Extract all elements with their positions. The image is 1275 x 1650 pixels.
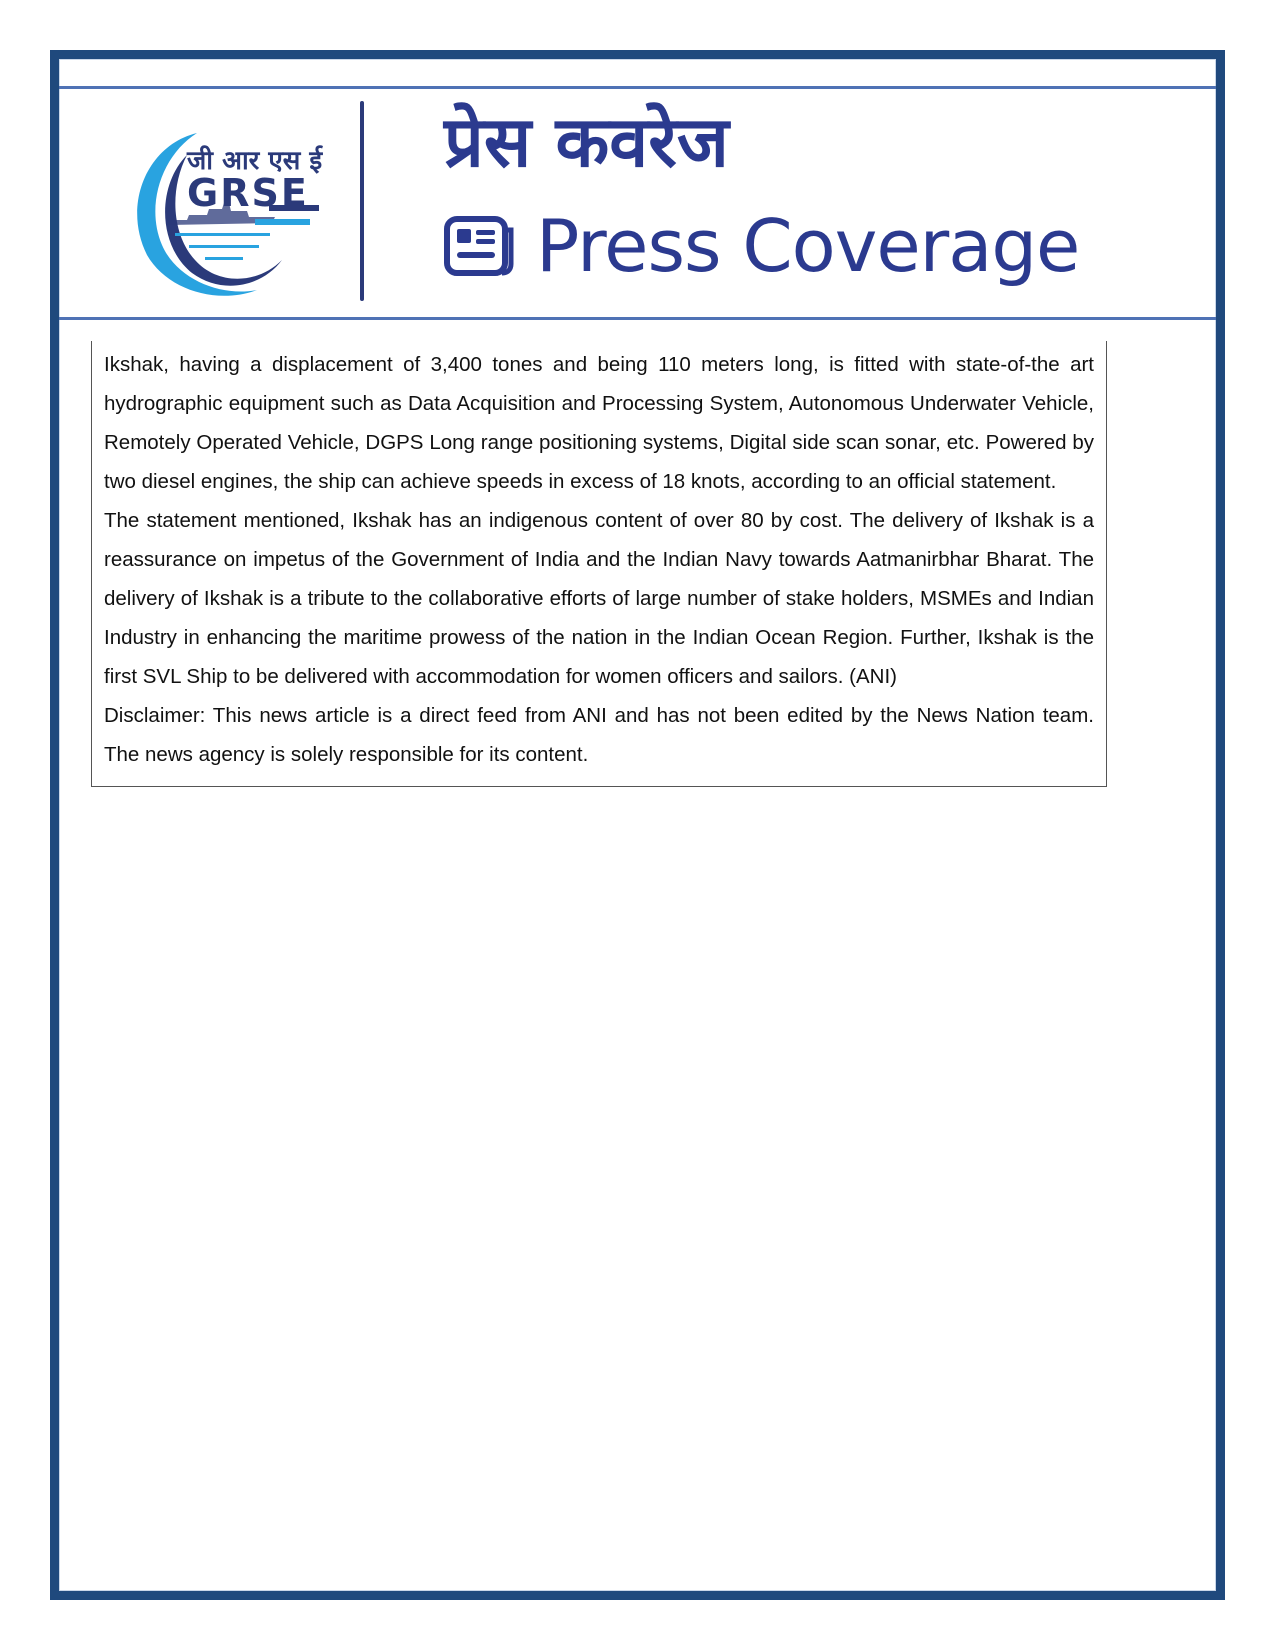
article-disclaimer: Disclaimer: This news article is a direct feed from ANI and has not been edited by the News Nation team. The news agency is solely responsible for its content. [104,704,1094,766]
title-english: Press Coverage [536,204,1080,288]
newspaper-icon [444,216,514,276]
logo-english-text: GRSE [187,171,309,215]
article-body [91,341,1107,787]
title-english-row [444,201,1079,291]
header-divider [360,101,364,301]
page-frame [50,50,1225,1600]
title-hindi: प्रेस कवरेज [444,100,729,183]
article-paragraph: The statement mentioned, Ikshak has an indigenous content of over 80 by cost. The delivery of Ikshak is a reassurance on impetus of the Government of India and the Indian Navy towards Aatmanirbhar Bharat. The delivery of Ikshak is a tribute to the collaborative efforts of large number of stake holders, MSMEs and Indian Industry in enhancing the maritime prowess of the nation in the Indian Ocean Region. Further, Ikshak is the first SVL Ship to be delivered with accommodation for women officers and sailors. (ANI) [104,509,1094,688]
grse-logo [127,125,342,300]
article-paragraph: Ikshak, having a displacement of 3,400 tones and being 110 meters long, is fitted with state-of-the art hydrographic equipment such as Data Acquisition and Processing System, Autonomous Underwater Vehicle, Remotely Operated Vehicle, DGPS Long range positioning systems, Digital side scan sonar, etc. Powered by two diesel engines, the ship can achieve speeds in excess of 18 knots, according to an official statement. [104,353,1094,493]
press-coverage-header [59,86,1216,320]
logo-hindi-text: जी आर एस ई [187,146,323,176]
